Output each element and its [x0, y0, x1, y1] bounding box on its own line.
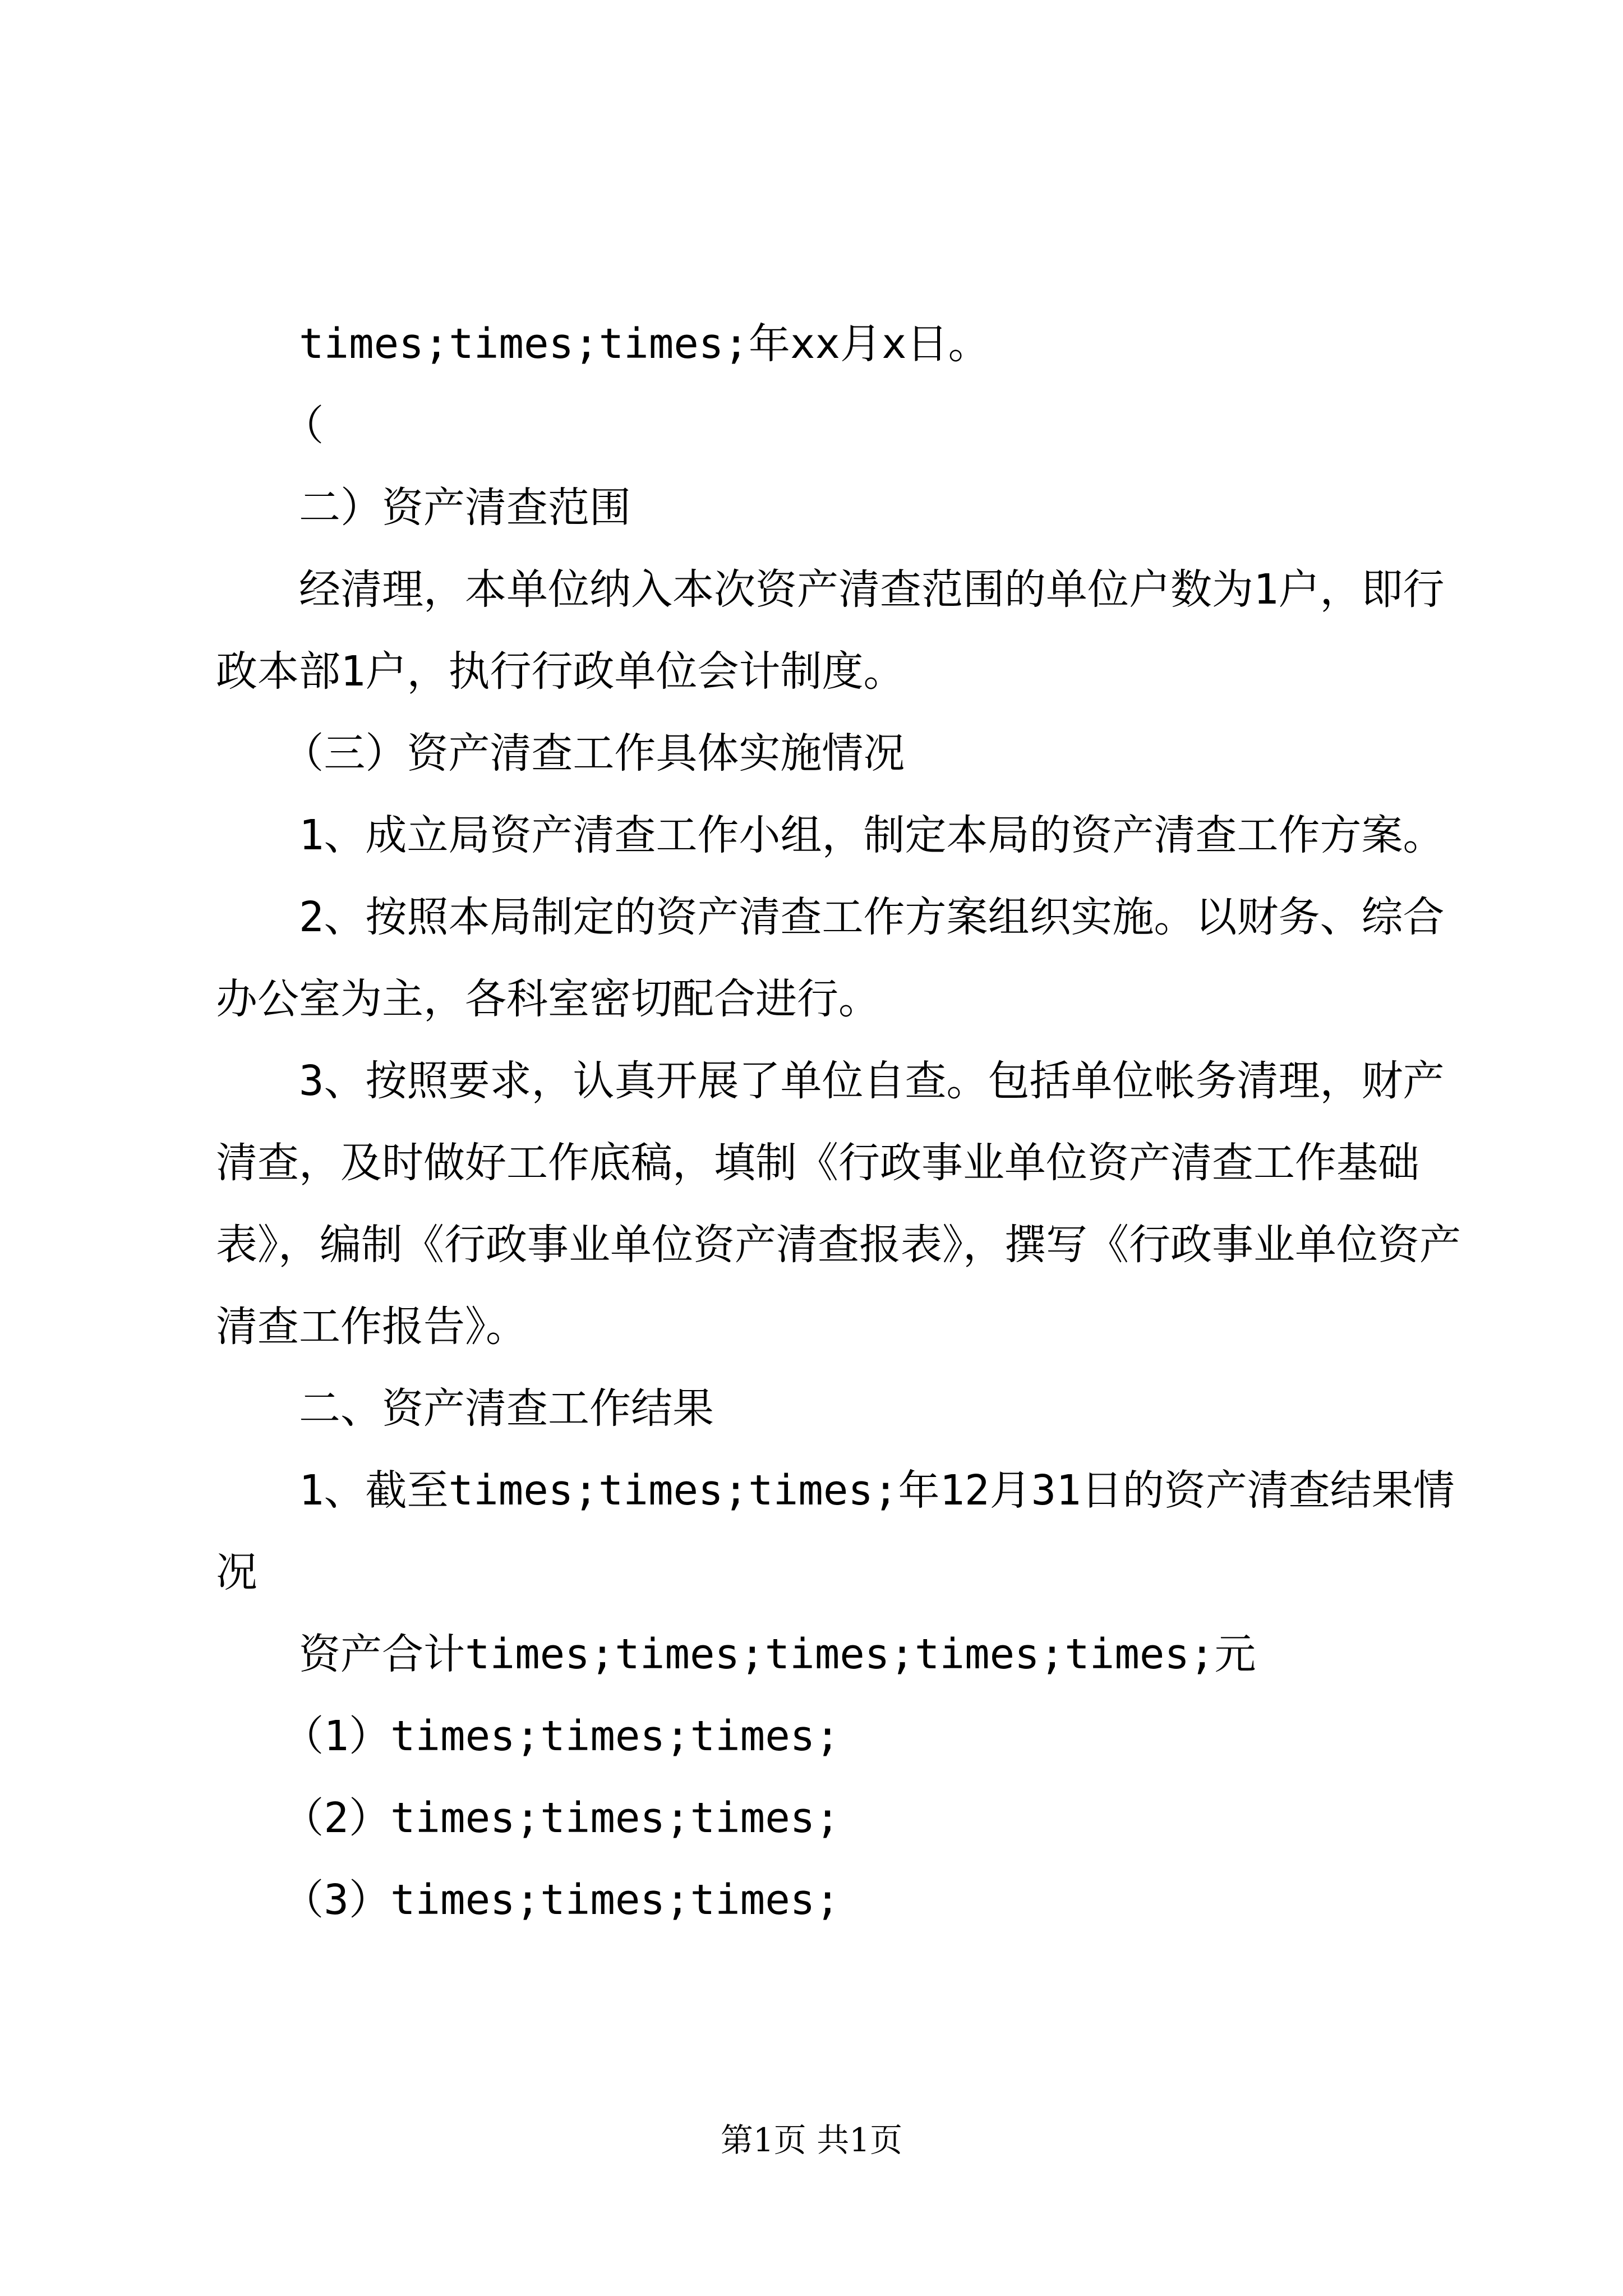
- document-body: [216, 303, 1478, 1941]
- paragraph-item-3: 3、按照要求，认真开展了单位自查。包括单位帐务清理，财产清查，及时做好工作底稿，填制《行政事业单位资产清查工作基础表》，编制《行政事业单位资产清查报表》，撰写《行政事业单位资产清查工作报告》。: [216, 1057, 1461, 1351]
- paragraph-item-1: 1、成立局资产清查工作小组，制定本局的资产清查工作方案。: [299, 811, 1445, 859]
- page-footer: [0, 2120, 1623, 2160]
- paragraph-date: times;times;times;年xx月x日。: [299, 320, 990, 368]
- paragraph-subitem-3: （3）times;times;times;: [282, 1876, 840, 1924]
- paragraph-asset-total: 资产合计times;times;times;times;times;元: [299, 1630, 1256, 1678]
- paragraph-open-paren: （: [282, 402, 324, 450]
- paragraph-subitem-1: （1）times;times;times;: [282, 1712, 840, 1760]
- paragraph-results-1: 1、截至times;times;times;年12月31日的资产清查结果情况: [216, 1466, 1455, 1596]
- page-number-label: 第1页 共1页: [720, 2121, 903, 2159]
- paragraph-scope-body: 经清理，本单位纳入本次资产清查范围的单位户数为1户，即行政本部1户，执行行政单位会计制度。: [216, 565, 1445, 696]
- paragraph-implementation-heading: （三）资产清查工作具体实施情况: [282, 729, 905, 777]
- paragraph-results-heading: 二、资产清查工作结果: [299, 1384, 714, 1433]
- paragraph-scope-heading: 二）资产清查范围: [299, 484, 631, 532]
- paragraph-item-2: 2、按照本局制定的资产清查工作方案组织实施。以财务、综合办公室为主，各科室密切配合进行。: [216, 893, 1445, 1023]
- paragraph-subitem-2: （2）times;times;times;: [282, 1794, 840, 1842]
